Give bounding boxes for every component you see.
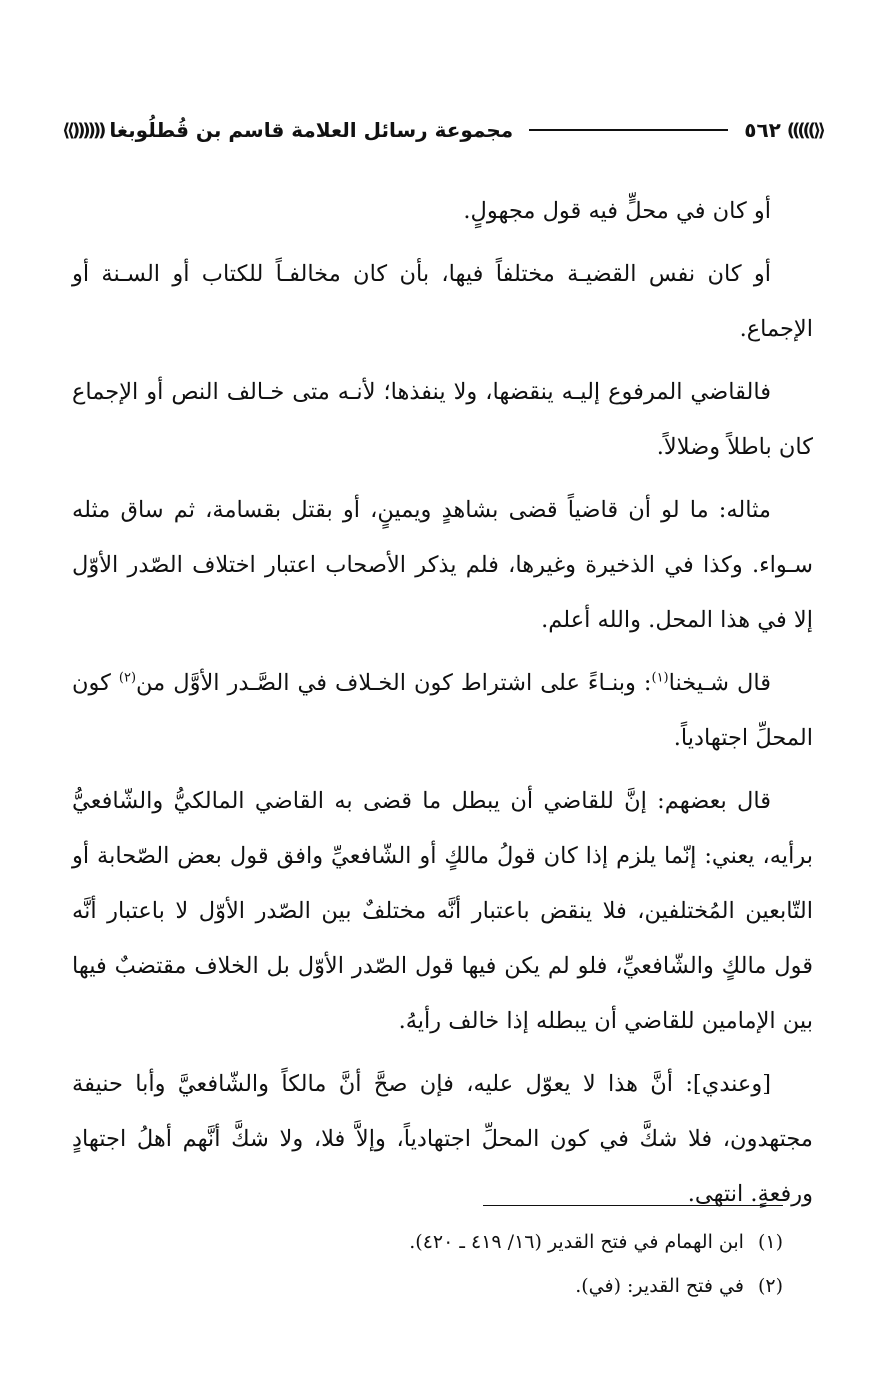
footnote-ref-1[interactable]: (١)	[651, 670, 669, 686]
running-header	[62, 110, 823, 150]
paragraph: مثاله: ما لو أن قاضياً قضى بشاهدٍ ويمينٍ، أو بقتل بقسامة، ثم ساق مثله سـواء. وكذا في الذخيرة وغيرها، فلم يذكر الأصحاب اعتبار اختلاف الصّدر الأوّل إلا في هذا المحل. والله أعلم.	[72, 497, 813, 633]
main-text	[72, 184, 813, 1230]
footnote-ref-2[interactable]: (٢)	[118, 670, 137, 686]
footnote-2	[72, 1264, 783, 1308]
paragraph-text: : وبنـاءً على اشتراط كون الخـلاف في الصَّـدر الأوَّل من	[136, 670, 652, 696]
footnote-number: (٢)	[757, 1275, 783, 1297]
footnote-text: في فتح القدير: (في).	[575, 1275, 744, 1297]
paragraph: فالقاضي المرفوع إليـه ينقضها، ولا ينفذها؛ لأنـه متى خـالف النص أو الإجماع كان باطلاً وضلالاً.	[72, 379, 813, 460]
footnote-text: ابن الهمام في فتح القدير (١٦/ ٤١٩ ـ ٤٢٠).	[409, 1231, 744, 1253]
book-title: مجموعة رسائل العلامة قاسم بن قُطلُوبغا	[109, 118, 514, 142]
paragraph-text: كون المحلِّ اجتهادياً.	[72, 670, 813, 751]
paragraph: أو كان نفس القضيـة مختلفاً فيها، بأن كان مخالفـاً للكتاب أو السـنة أو الإجماع.	[72, 261, 813, 342]
footnote-1	[72, 1220, 783, 1264]
paragraph: قال بعضهم: إنَّ للقاضي أن يبطل ما قضى به القاضي المالكيُّ والشّافعيُّ برأيه، يعني: إنّما يلزم إذا كان قولُ مالكٍ أو الشّافعيِّ وافق قول بعض الصّحابة أو التّابعين المُختلفين، فلا ينقض باعتبار أنَّه مختلفٌ بين الصّدر الأوّل لا باعتبار أنَّه قول مالكٍ والشّافعيِّ، فلو لم يكن فيها قول الصّدر الأوّل بل الخلاف مقتضبٌ فيها بين الإمامين للقاضي أن يبطله إذا خالف رأيهُ.	[72, 788, 813, 1034]
header-ornament-left: ((((((⟫	[62, 119, 104, 141]
paragraph: أو كان في محلٍّ فيه قول مجهولٍ.	[463, 198, 771, 224]
footnote-number: (١)	[757, 1231, 783, 1253]
header-rule	[529, 129, 728, 131]
footnote-separator	[483, 1205, 783, 1206]
header-ornament-right: ⟪)))))	[786, 119, 823, 141]
paragraph-shaykh	[72, 656, 813, 766]
paragraph: [وعندي]: أنَّ هذا لا يعوّل عليه، فإن صحَّ أنَّ مالكاً والشّافعيَّ وأبا حنيفة مجتهدون، فلا شكَّ في كون المحلِّ اجتهادياً، وإلاَّ فلا، ولا شكَّ أنَّهم أهلُ اجتهادٍ ورفعةٍ. انتهى.	[72, 1071, 813, 1207]
page-number: ٥٦٢	[744, 118, 781, 142]
paragraph-text: قال شـيخنا	[668, 670, 772, 696]
footnotes	[72, 1220, 783, 1308]
